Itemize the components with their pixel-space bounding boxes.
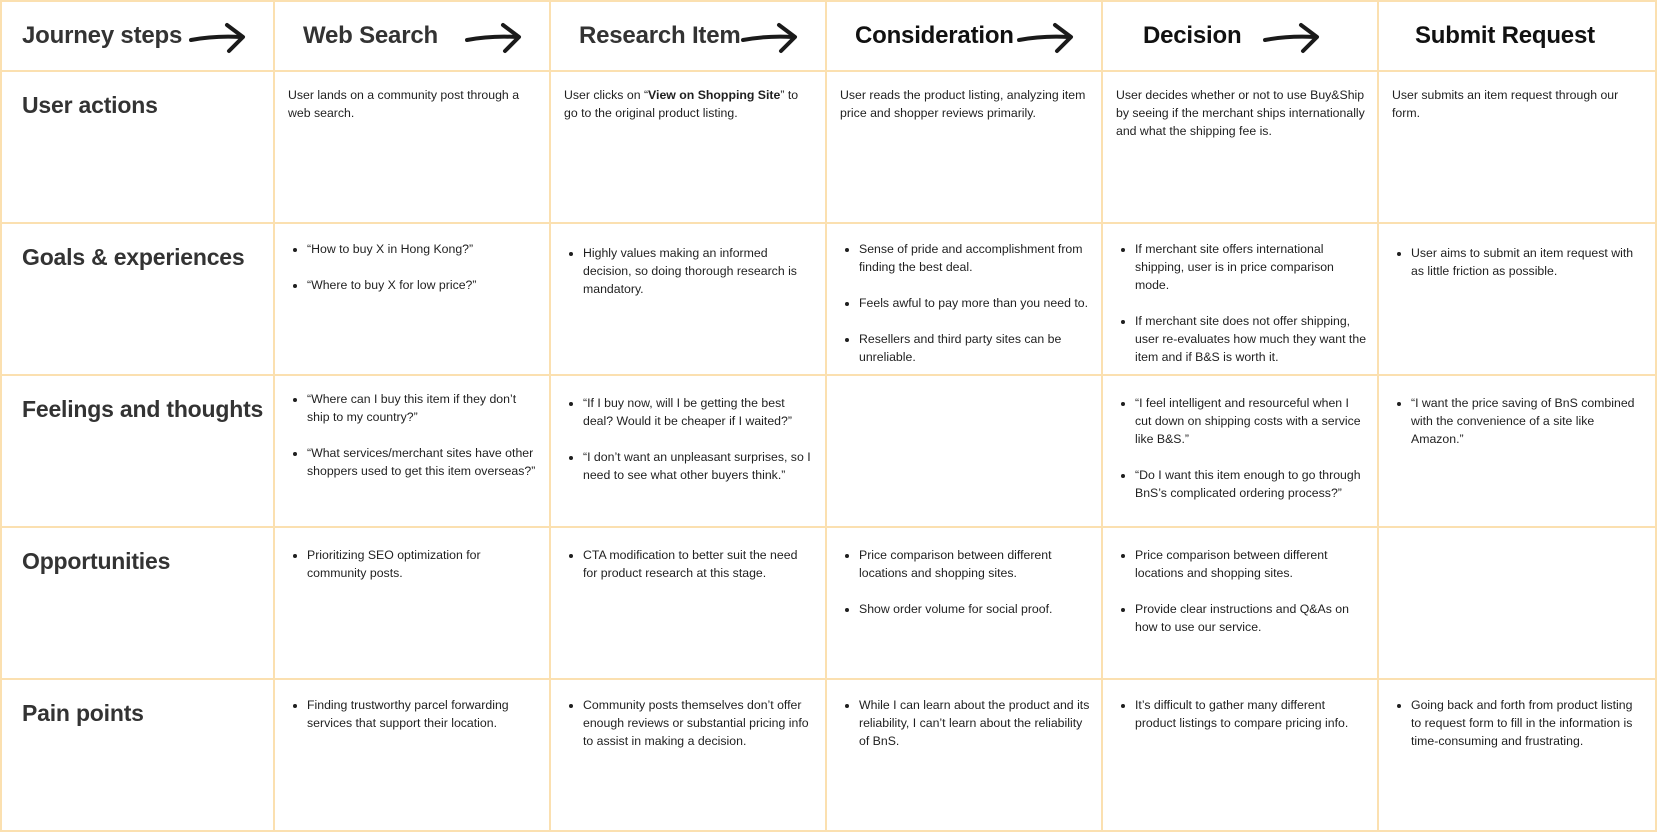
cell-opportunities-web-search <box>275 528 551 680</box>
cell-text-bold: View on Shopping Site <box>648 88 781 102</box>
bullet-list <box>289 696 539 732</box>
list-item: • Feels awful to pay more than you need to. <box>859 294 1091 312</box>
cell-pain-decision <box>1103 680 1379 832</box>
list-item: • “I feel intelligent and resourceful when I cut down on shipping costs with a service like B&S.” <box>1135 394 1367 448</box>
bullet-list <box>841 696 1091 750</box>
bullet-list <box>1117 394 1367 502</box>
row-label-user-actions <box>0 72 275 224</box>
stage-title: Submit Request <box>1415 22 1595 49</box>
list-item: • “How to buy X in Hong Kong?” <box>307 240 539 258</box>
bullet-list <box>565 394 815 484</box>
stage-title: Decision <box>1143 22 1242 49</box>
cell-goals-research-item <box>551 224 827 376</box>
cell-text <box>564 86 813 122</box>
list-item: • “Where can I buy this item if they don’t ship to my country?” <box>307 390 539 426</box>
list-item: • “Where to buy X for low price?” <box>307 276 539 294</box>
list-item: • Community posts themselves don’t offer enough reviews or substantial pricing info to assist in making a decision. <box>583 696 815 750</box>
bullet-list <box>1117 240 1367 366</box>
cell-goals-decision <box>1103 224 1379 376</box>
row-label-opportunities <box>0 528 275 680</box>
list-item: • Resellers and third party sites can be unreliable. <box>859 330 1091 366</box>
cell-opportunities-submit-request <box>1379 528 1657 680</box>
arrow-right-icon <box>1017 22 1075 54</box>
header-stage-web-search <box>275 0 551 72</box>
cell-text: User submits an item request through our form. <box>1392 88 1619 120</box>
cell-text-post: ” to go to the original product listing. <box>564 88 799 120</box>
list-item: • Highly values making an informed decision, so doing thorough research is mandatory. <box>583 244 815 298</box>
list-item: • Finding trustworthy parcel forwarding services that support their location. <box>307 696 539 732</box>
cell-goals-web-search <box>275 224 551 376</box>
list-item: • If merchant site offers international shipping, user is in price comparison mode. <box>1135 240 1367 294</box>
list-item: • While I can learn about the product and its reliability, I can’t learn about the reliability of BnS. <box>859 696 1091 750</box>
cell-pain-research-item <box>551 680 827 832</box>
cell-text: User lands on a community post through a web search. <box>288 88 520 120</box>
bullet-list <box>841 240 1091 366</box>
bullet-list <box>289 546 539 582</box>
cell-pain-web-search <box>275 680 551 832</box>
bullet-list <box>1393 696 1645 750</box>
arrow-right-icon <box>741 22 799 54</box>
bullet-list <box>1393 394 1645 448</box>
bullet-list <box>841 546 1091 618</box>
list-item: • User aims to submit an item request with as little friction as possible. <box>1411 244 1645 280</box>
header-journey-steps <box>0 0 275 72</box>
cell-user-actions-web-search <box>275 72 551 224</box>
bullet-list <box>1117 546 1367 636</box>
cell-feelings-submit-request <box>1379 376 1657 528</box>
cell-user-actions-decision <box>1103 72 1379 224</box>
stage-title: Web Search <box>303 22 438 49</box>
list-item: • Going back and forth from product listing to request form to fill in the information is time-consuming and frustrating. <box>1411 696 1645 750</box>
stage-title: Research Item <box>579 22 741 49</box>
row-label: Goals & experiences <box>22 244 245 270</box>
arrow-right-icon <box>465 22 523 54</box>
list-item: • “Do I want this item enough to go through BnS’s complicated ordering process?” <box>1135 466 1367 502</box>
cell-pain-submit-request <box>1379 680 1657 832</box>
bullet-list <box>1393 244 1645 280</box>
cell-text: User reads the product listing, analyzing item price and shopper reviews primarily. <box>840 88 1086 120</box>
row-label-pain-points <box>0 680 275 832</box>
list-item: • “I don’t want an unpleasant surprises, so I need to see what other buyers think.” <box>583 448 815 484</box>
cell-goals-consideration <box>827 224 1103 376</box>
row-label-feelings-thoughts <box>0 376 275 528</box>
list-item: • It’s difficult to gather many different product listings to compare pricing info. <box>1135 696 1367 732</box>
bullet-list <box>565 546 815 582</box>
cell-feelings-web-search <box>275 376 551 528</box>
list-item: • If merchant site does not offer shipping, user re-evaluates how much they want the item and if B&S is worth it. <box>1135 312 1367 366</box>
list-item: • Sense of pride and accomplishment from finding the best deal. <box>859 240 1091 276</box>
bullet-list <box>565 696 815 750</box>
row-label: Feelings and thoughts <box>22 396 264 422</box>
header-stage-consideration <box>827 0 1103 72</box>
arrow-right-icon <box>1263 22 1321 54</box>
cell-user-actions-research-item <box>551 72 827 224</box>
cell-feelings-decision <box>1103 376 1379 528</box>
cell-text-pre: User clicks on “ <box>564 88 649 102</box>
cell-feelings-research-item <box>551 376 827 528</box>
list-item: • “I want the price saving of BnS combined with the convenience of a site like Amazon.” <box>1411 394 1645 448</box>
cell-pain-consideration <box>827 680 1103 832</box>
cell-opportunities-research-item <box>551 528 827 680</box>
row-label: Pain points <box>22 700 144 726</box>
list-item: • “What services/merchant sites have other shoppers used to get this item overseas?” <box>307 444 539 480</box>
bullet-list <box>289 390 539 480</box>
list-item: • Price comparison between different locations and shopping sites. <box>859 546 1091 582</box>
cell-feelings-consideration <box>827 376 1103 528</box>
cell-opportunities-consideration <box>827 528 1103 680</box>
cell-goals-submit-request <box>1379 224 1657 376</box>
bullet-list <box>289 240 539 294</box>
header-stage-research-item <box>551 0 827 72</box>
header-title: Journey steps <box>22 22 183 49</box>
row-label-goals-experiences <box>0 224 275 376</box>
list-item: • “If I buy now, will I be getting the best deal? Would it be cheaper if I waited?” <box>583 394 815 430</box>
cell-user-actions-submit-request <box>1379 72 1657 224</box>
cell-user-actions-consideration <box>827 72 1103 224</box>
list-item: • CTA modification to better suit the need for product research at this stage. <box>583 546 815 582</box>
row-label: User actions <box>22 92 158 118</box>
stage-title: Consideration <box>855 22 1014 49</box>
list-item: • Price comparison between different locations and shopping sites. <box>1135 546 1367 582</box>
bullet-list <box>1117 696 1367 732</box>
list-item: • Show order volume for social proof. <box>859 600 1091 618</box>
cell-opportunities-decision <box>1103 528 1379 680</box>
header-stage-decision <box>1103 0 1379 72</box>
row-label: Opportunities <box>22 548 171 574</box>
list-item: • Prioritizing SEO optimization for community posts. <box>307 546 539 582</box>
cell-text: User decides whether or not to use Buy&Ship by seeing if the merchant ships internationally and what the shipping fee is. <box>1116 88 1365 138</box>
bullet-list <box>565 244 815 298</box>
header-stage-submit-request <box>1379 0 1657 72</box>
list-item: • Provide clear instructions and Q&As on how to use our service. <box>1135 600 1367 636</box>
arrow-right-icon <box>189 22 247 54</box>
